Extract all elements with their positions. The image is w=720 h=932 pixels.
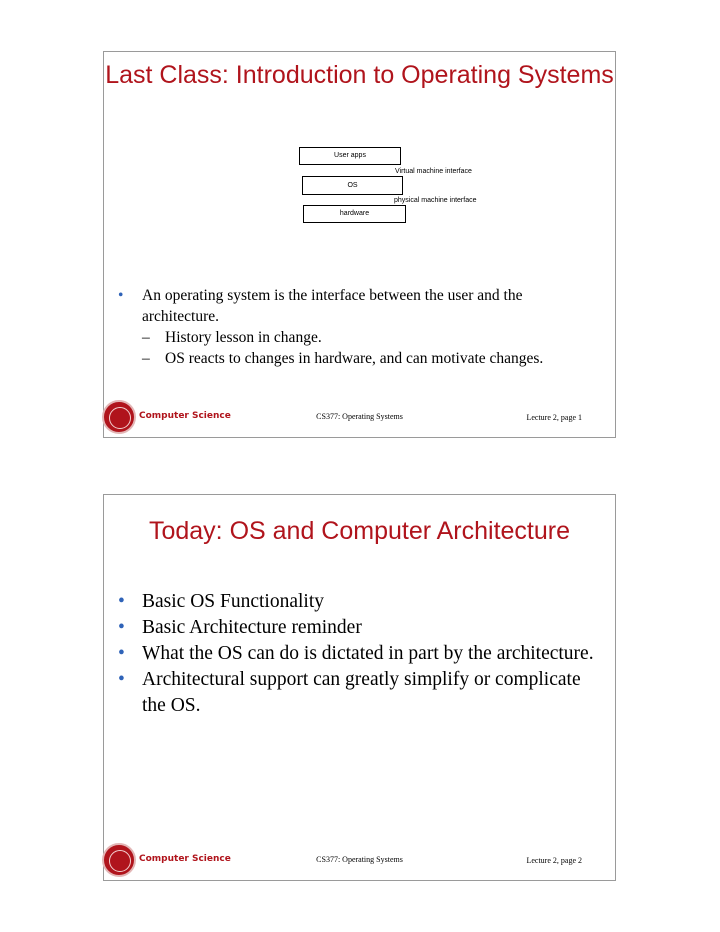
bullet-icon: • [118,287,124,304]
bullet-icon: • [118,669,125,690]
list-item [118,285,598,327]
bullet-text: What the OS can do is dictated in part by the architecture. [142,643,594,664]
footer-department: Computer Science [139,411,231,421]
list-item [118,348,598,369]
slide-1 [103,51,616,438]
bullet-icon: • [118,643,125,664]
bullet-text: Basic Architecture reminder [142,617,362,638]
footer-course: CS377: Operating Systems [316,855,403,864]
dash-icon: – [142,329,150,346]
footer-course: CS377: Operating Systems [316,412,403,421]
os-box: OS [302,176,403,195]
virtual-machine-interface-label: Virtual machine interface [395,168,472,175]
slide-footer [104,843,615,877]
bullet-text: An operating system is the interface between the user and the architecture. [142,287,523,325]
slide-footer [104,400,615,434]
slide-2-bullets [118,589,608,719]
list-item [118,589,608,615]
slide-1-bullets [118,285,598,369]
bullet-icon: • [118,591,125,612]
footer-page-number: Lecture 2, page 1 [526,413,582,422]
slide-2 [103,494,616,881]
list-item [118,641,608,667]
footer-page-number: Lecture 2, page 2 [526,856,582,865]
bullet-text: History lesson in change. [165,329,322,346]
dash-icon: – [142,350,150,367]
footer-department: Computer Science [139,854,231,864]
user-apps-box: User apps [299,147,401,165]
bullet-text: Basic OS Functionality [142,591,324,612]
bullet-icon: • [118,617,125,638]
slide-2-title: Today: OS and Computer Architecture [148,517,571,545]
bullet-text: OS reacts to changes in hardware, and can motivate changes. [165,350,544,367]
slide-1-title: Last Class: Introduction to Operating Systems [105,61,614,89]
hardware-box: hardware [303,205,406,223]
list-item [118,615,608,641]
bullet-text: Architectural support can greatly simplify or complicate the OS. [142,669,581,716]
list-item [118,327,598,348]
list-item [118,667,608,719]
physical-machine-interface-label: physical machine interface [394,197,477,204]
